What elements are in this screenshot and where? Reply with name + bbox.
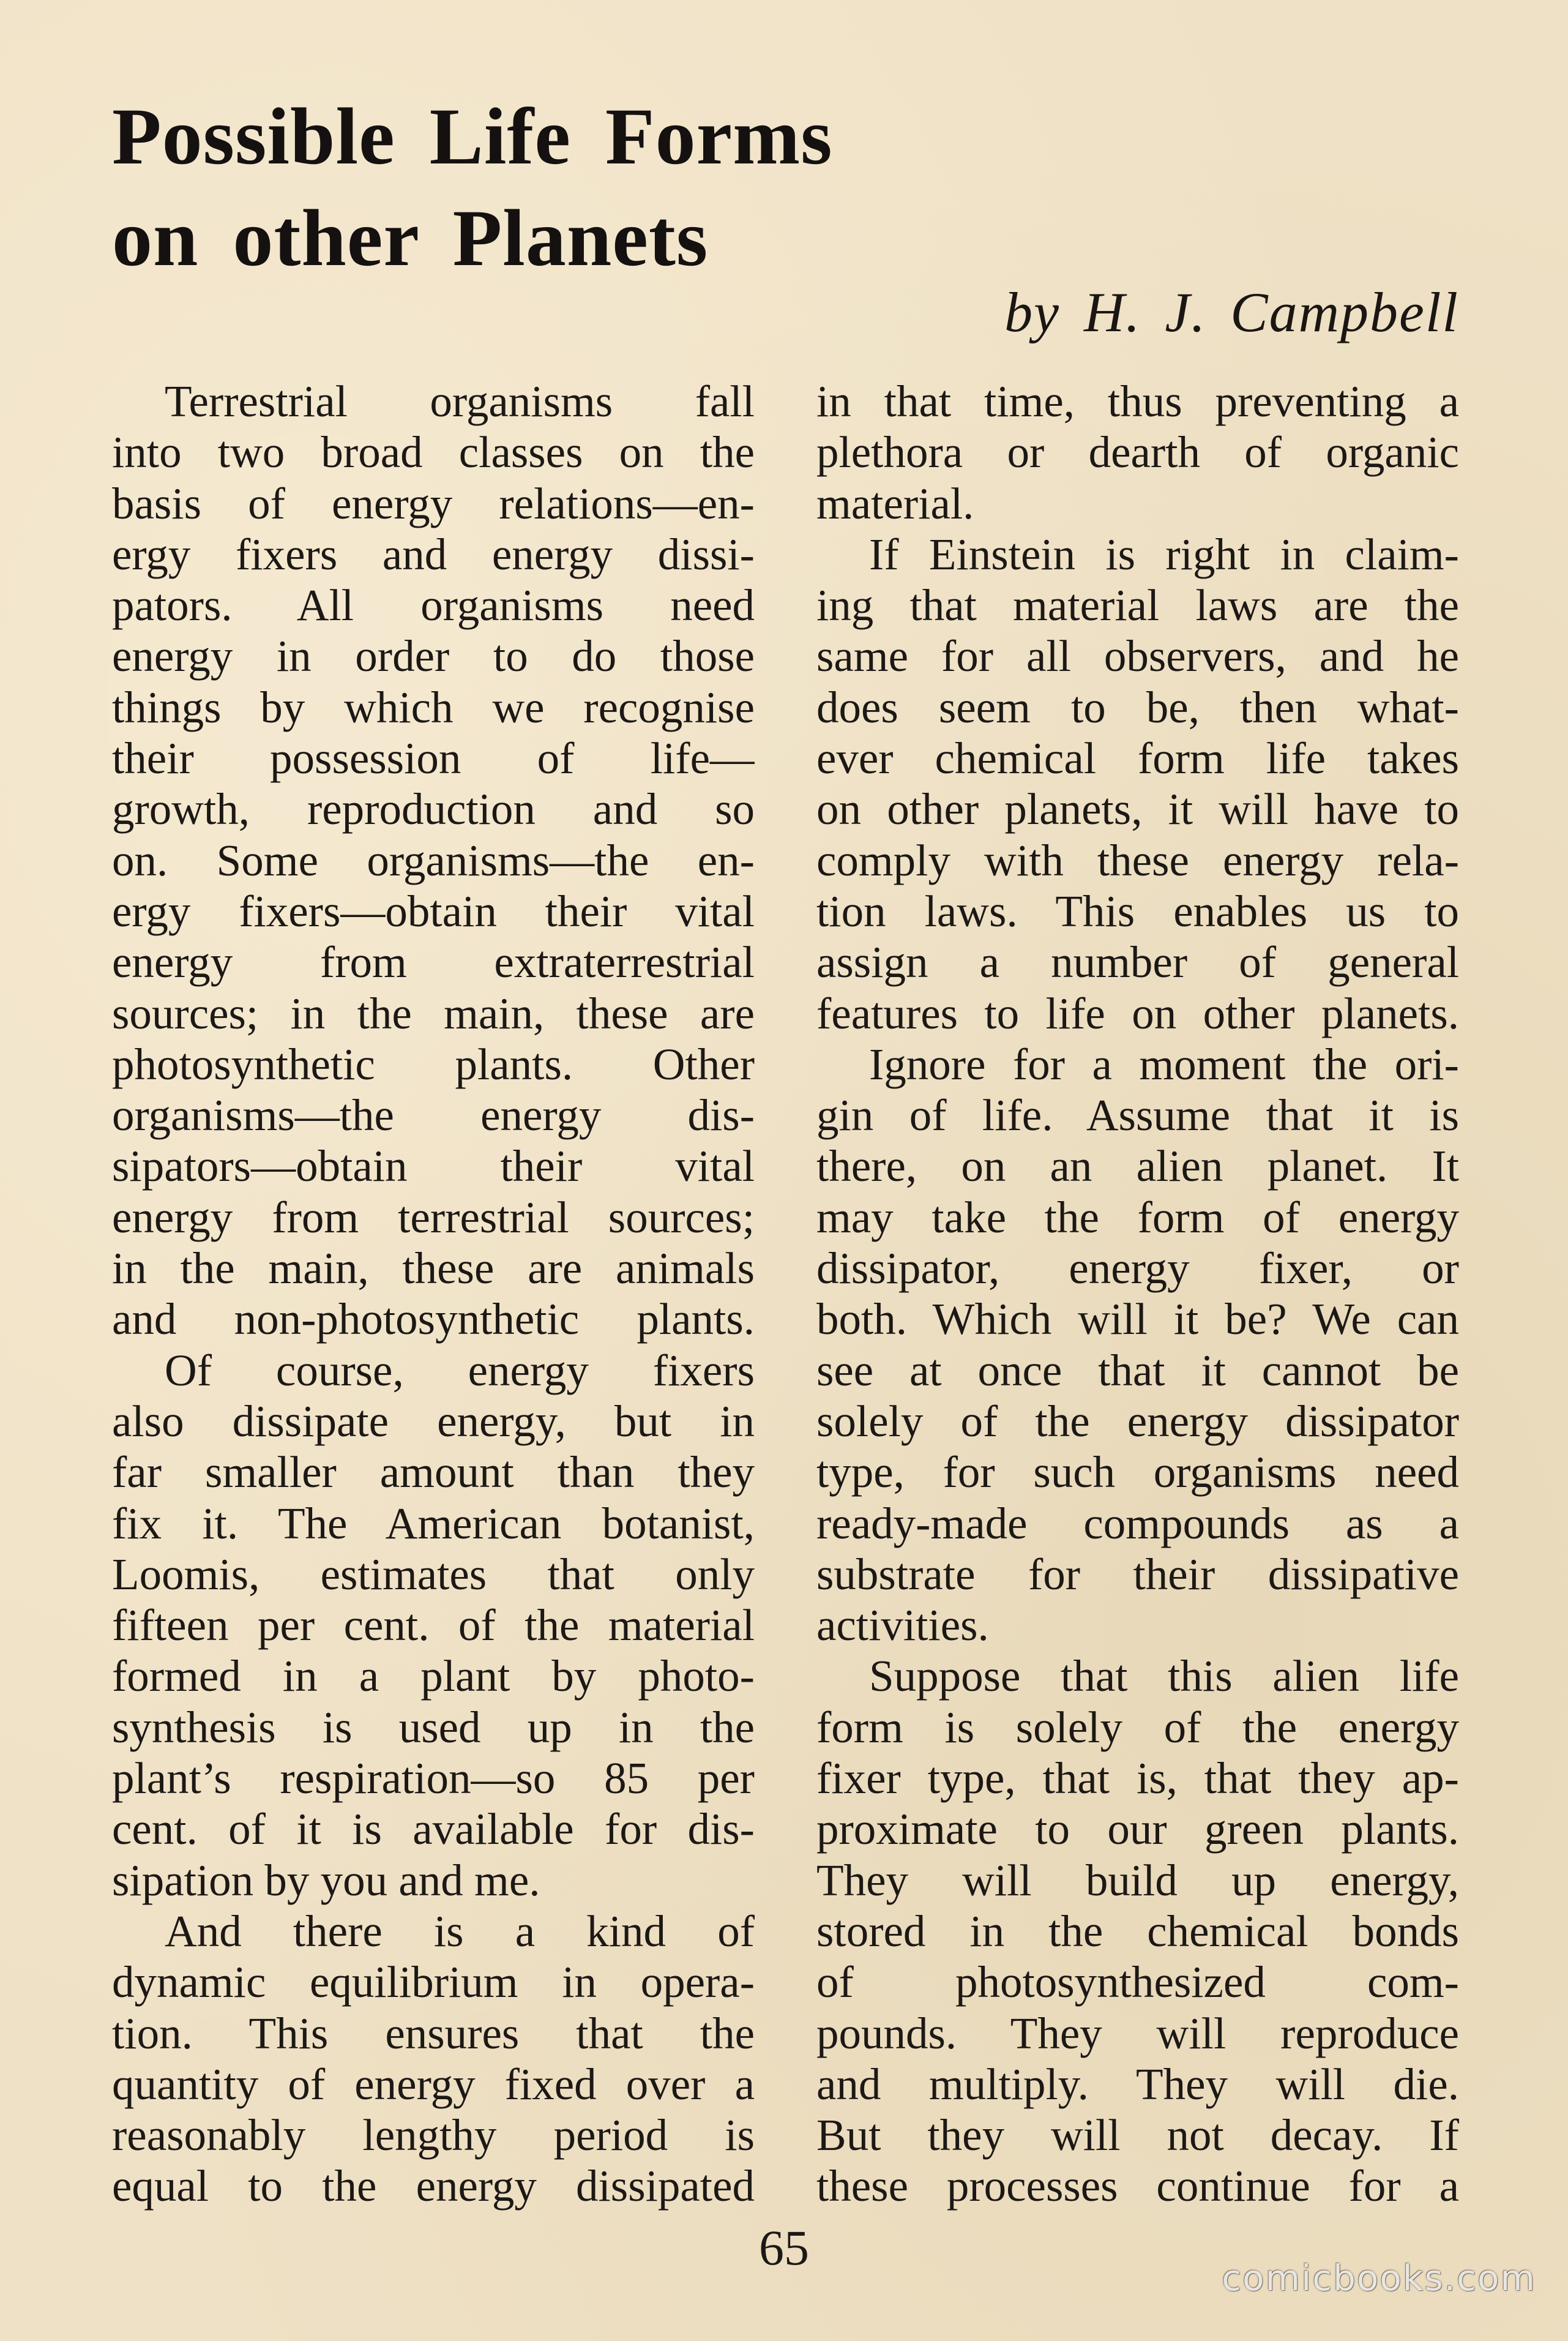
body-line: proximate to our green plants.	[816, 1804, 1459, 1854]
body-line: plethora or dearth of organic	[816, 427, 1459, 478]
text-column-left	[112, 376, 755, 2212]
body-line: pators. All organisms need	[112, 580, 755, 631]
body-line: cent. of it is available for dis-	[112, 1804, 755, 1854]
body-line: organisms—the energy dis-	[112, 1090, 755, 1141]
body-line: energy in order to do those	[112, 631, 755, 681]
body-line: type, for such organisms need	[816, 1447, 1459, 1497]
body-line: does seem to be, then what-	[816, 682, 1459, 732]
body-line: may take the form of energy	[816, 1192, 1459, 1242]
body-line: Terrestrial organisms fall	[165, 376, 755, 426]
body-line: activities.	[816, 1600, 989, 1650]
body-line: reasonably lengthy period is	[112, 2110, 755, 2160]
body-line: their possession of life—	[112, 733, 755, 784]
body-line: They will build up energy,	[816, 1855, 1459, 1905]
body-line: And there is a kind of	[165, 1906, 755, 1956]
article-title-line-2: on other Planets	[112, 193, 709, 283]
body-line: Ignore for a moment the ori-	[869, 1039, 1459, 1089]
body-line: in that time, thus preventing a	[816, 376, 1459, 426]
body-line: growth, reproduction and so	[112, 784, 755, 834]
body-line: assign a number of general	[816, 937, 1459, 987]
body-line: there, on an alien planet. It	[816, 1141, 1459, 1191]
body-line: into two broad classes on the	[112, 427, 755, 478]
body-line: If Einstein is right in claim-	[869, 529, 1459, 579]
body-line: far smaller amount than they	[112, 1447, 755, 1497]
body-line: of photosynthesized com-	[816, 1957, 1459, 2007]
body-line: pounds. They will reproduce	[816, 2008, 1459, 2058]
body-line: But they will not decay. If	[816, 2110, 1459, 2160]
body-line: features to life on other planets.	[816, 988, 1459, 1038]
author-byline: by H. J. Campbell	[1004, 281, 1459, 343]
body-line: dynamic equilibrium in opera-	[112, 1957, 755, 2007]
body-line: gin of life. Assume that it is	[816, 1090, 1459, 1141]
body-line: form is solely of the energy	[816, 1702, 1459, 1752]
body-line: see at once that it cannot be	[816, 1345, 1459, 1395]
body-line: solely of the energy dissipator	[816, 1396, 1459, 1446]
body-line: dissipator, energy fixer, or	[816, 1243, 1459, 1294]
body-line: ergy fixers and energy dissi-	[112, 529, 755, 579]
body-line: ever chemical form life takes	[816, 733, 1459, 784]
body-line: sipators—obtain their vital	[112, 1141, 755, 1191]
body-line: also dissipate energy, but in	[112, 1396, 755, 1446]
body-line: quantity of energy fixed over a	[112, 2059, 755, 2109]
body-line: Of course, energy fixers	[165, 1345, 755, 1395]
body-line: fix it. The American botanist,	[112, 1498, 755, 1548]
body-line: on. Some organisms—the en-	[112, 835, 755, 885]
body-line: tion laws. This enables us to	[816, 886, 1459, 936]
body-line: formed in a plant by photo-	[112, 1651, 755, 1701]
body-line: sipation by you and me.	[112, 1855, 540, 1905]
body-line: energy from terrestrial sources;	[112, 1192, 755, 1242]
body-line: Suppose that this alien life	[869, 1651, 1459, 1701]
body-line: basis of energy relations—en-	[112, 478, 755, 528]
text-column-right	[816, 376, 1459, 2212]
body-line: fifteen per cent. of the material	[112, 1600, 755, 1650]
body-line: comply with these energy rela-	[816, 835, 1459, 885]
body-line: Loomis, estimates that only	[112, 1549, 755, 1599]
body-line: stored in the chemical bonds	[816, 1906, 1459, 1956]
body-line: energy from extraterrestrial	[112, 937, 755, 987]
body-line: photosynthetic plants. Other	[112, 1039, 755, 1089]
body-line: tion. This ensures that the	[112, 2008, 755, 2058]
body-line: equal to the energy dissipated	[112, 2161, 755, 2211]
source-watermark: comicbooks.com	[1222, 2257, 1536, 2299]
body-line: in the main, these are animals	[112, 1243, 755, 1294]
body-line: ing that material laws are the	[816, 580, 1459, 631]
body-line: substrate for their dissipative	[816, 1549, 1459, 1599]
body-line: things by which we recognise	[112, 682, 755, 732]
article-title	[112, 86, 1030, 289]
body-line: same for all observers, and he	[816, 631, 1459, 681]
body-line: plant’s respiration—so 85 per	[112, 1753, 755, 1804]
page-number: 65	[759, 2220, 809, 2275]
body-line: synthesis is used up in the	[112, 1702, 755, 1752]
body-line: on other planets, it will have to	[816, 784, 1459, 834]
body-line: both. Which will it be? We can	[816, 1294, 1459, 1344]
body-line: these processes continue for a	[816, 2161, 1459, 2211]
body-line: and multiply. They will die.	[816, 2059, 1459, 2109]
body-line: sources; in the main, these are	[112, 988, 755, 1038]
body-line: ready-made compounds as a	[816, 1498, 1459, 1548]
body-line: and non-photosynthetic plants.	[112, 1294, 755, 1344]
body-line: ergy fixers—obtain their vital	[112, 886, 755, 936]
article-title-line-1: Possible Life Forms	[112, 91, 833, 181]
body-line: fixer type, that is, that they ap-	[816, 1753, 1459, 1804]
body-line: material.	[816, 478, 974, 528]
